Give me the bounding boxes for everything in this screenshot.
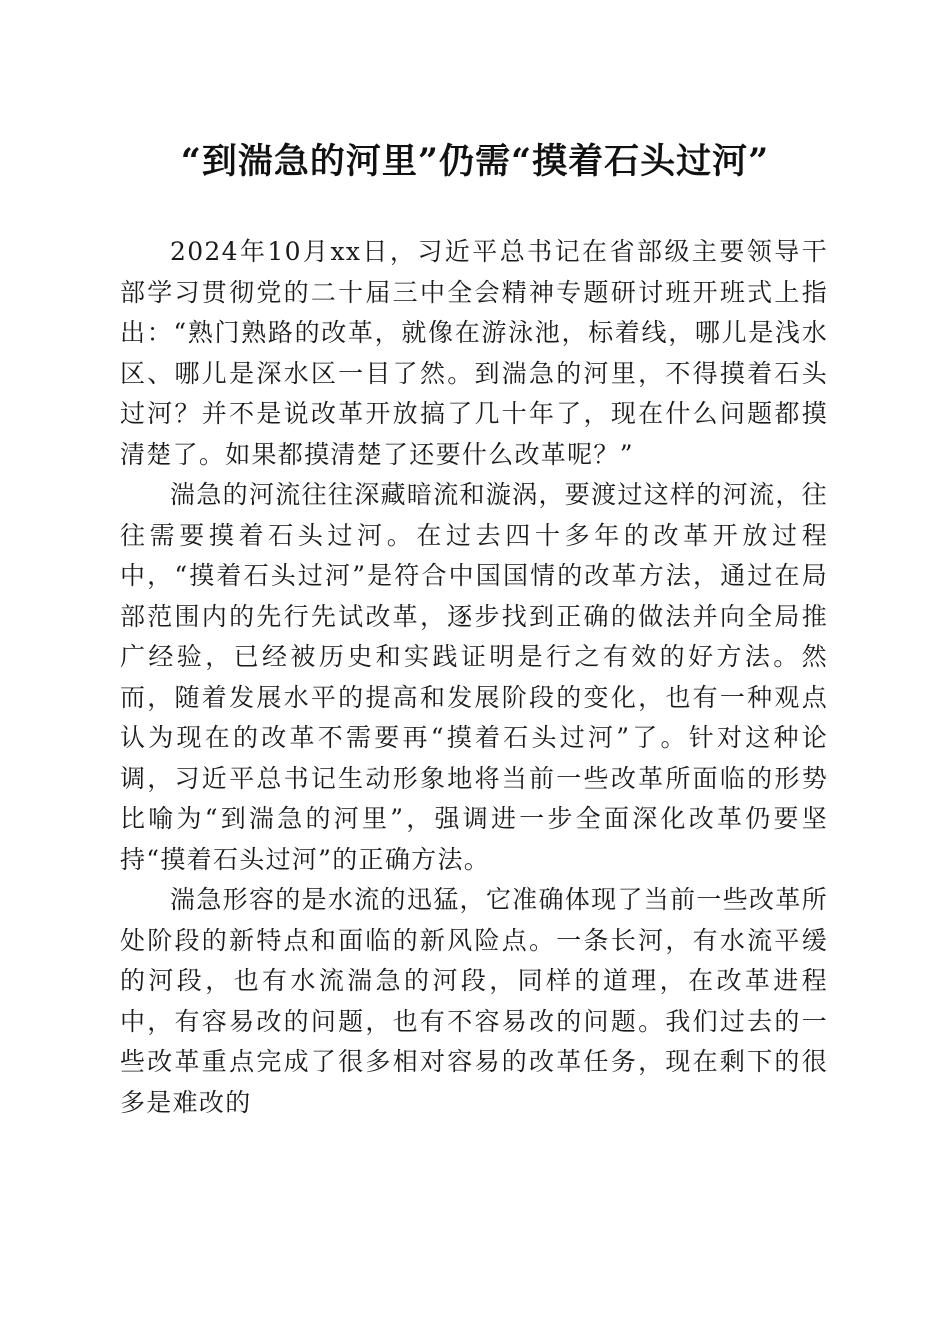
paragraph-2: 湍急的河流往往深藏暗流和漩涡，要渡过这样的河流，往往需要摸着石头过河。在过去四十多年的改革开放过程中，“摸着石头过河”是符合中国国情的改革方法，通过在局部范围内的先行先试改革，逐步找到正确的做法并向全局推广经验，已经被历史和实践证明是行之有效的好方法。然而，随着发展水平的提高和发展阶段的变化，也有一种观点认为现在的改革不需要再“摸着石头过河”了。针对这种论调，习近平总书记生动形象地将当前一些改革所面临的形势比喻为“到湍急的河里”，强调进一步全面深化改革仍要坚持“摸着石头过河”的正确方法。: [120, 480, 828, 874]
document-title: “到湍急的河里”仍需“摸着石头过河”: [180, 141, 770, 182]
document-body: [120, 232, 828, 1123]
paragraph-1: 2024年10月xx日，习近平总书记在省部级主要领导干部学习贯彻党的二十届三中全会精神专题研讨班开班式上指出：“熟门熟路的改革，就像在游泳池，标着线，哪儿是浅水区、哪儿是深水区一目了然。到湍急的河里，不得摸着石头过河？并不是说改革开放搞了几十年了，现在什么问题都摸清楚了。如果都摸清楚了还要什么改革呢？”: [120, 237, 828, 469]
paragraph-3: 湍急形容的是水流的迅猛，它准确体现了当前一些改革所处阶段的新特点和面临的新风险点。一条长河，有水流平缓的河段，也有水流湍急的河段，同样的道理，在改革进程中，有容易改的问题，也有不容易改的问题。我们过去的一些改革重点完成了很多相对容易的改革任务，现在剩下的很多是难改的: [120, 885, 828, 1117]
